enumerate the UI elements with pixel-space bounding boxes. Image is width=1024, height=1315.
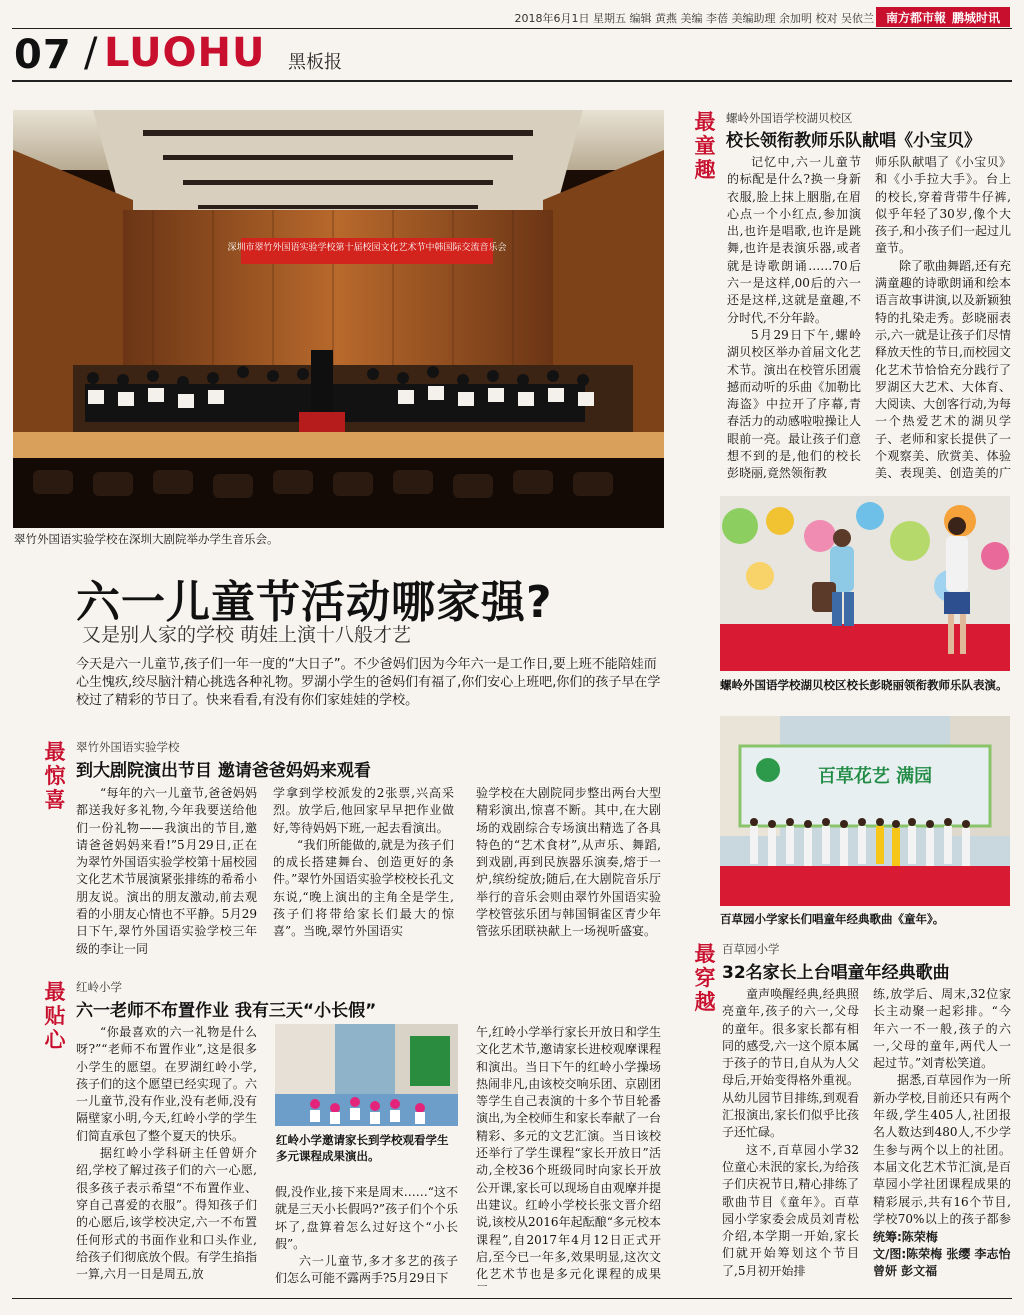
paragraph: 5月29日下午,螺岭湖贝校区举办首届文化艺术节。演出在校管乐团震撼而动听的乐曲《加勒比海盗》中拉开了序幕,青春活力的动感啦啦操让人眼前一亮。最让孩子们意想不到的是,他们的校长彭晓丽,竟然领衔教 — [727, 327, 861, 480]
page-slash: / — [84, 30, 98, 76]
tag-char: 惊 — [44, 764, 66, 788]
section-name: 黑板报 — [288, 52, 342, 73]
paragraph: “你最喜欢的六一礼物是什么呀?”“老师不布置作业”,这是很多小学生的愿望。在罗湖红岭小学,孩子们的这个愿望已经实现了。六一儿童节,没有作业,没有老师,没有隔壁家小明,今天,红岭小学的学生们简直承包了整个夏天的快乐。 — [76, 1025, 257, 1143]
hongling-caption: 红岭小学邀请家长到学校观看学生多元课程成果演出。 — [276, 1133, 449, 1163]
page-number: 07 — [14, 32, 72, 78]
cuizhu-col2 — [273, 785, 454, 955]
tag-caring — [42, 980, 68, 1052]
cuizhu-title: 到大剧院演出节目 邀请爸爸妈妈来观看 — [76, 761, 371, 781]
tag-char: 喜 — [44, 788, 66, 812]
luoling-col1 — [727, 154, 861, 480]
concert-caption: 翠竹外国语实验学校在深圳大剧院举办学生音乐会。 — [14, 532, 279, 546]
tag-fun — [692, 110, 718, 182]
paragraph: 六一儿童节,多才多艺的孩子们怎么可能不露两手?5月29日下 — [275, 1254, 458, 1286]
baicaoyuan-title: 32名家长上台唱童年经典歌曲 — [722, 963, 950, 983]
hongling-photo — [275, 1024, 458, 1126]
luoling-school: 螺岭外国语学校湖贝校区 — [726, 111, 853, 125]
hongling-school: 红岭小学 — [76, 980, 122, 994]
hongling-col3 — [476, 1024, 661, 1286]
partner-name: 鹏城时讯 — [952, 10, 1001, 25]
luoling-title: 校长领衔教师乐队献唱《小宝贝》 — [726, 131, 981, 151]
paragraph: “每年的六一儿童节,爸爸妈妈都送我好多礼物,今年我要送给他们一份礼物——我演出的节目,邀请爸爸妈妈来看!”5月29日,正在为翠竹外国语实验学校第十届校园文化艺术节展演紧张排练的希希小朋友说。演出的朋友激动,前去观看的小朋友心情也不平静。5月29日下午,翠竹外国语实验学校三年级的李让一同 — [76, 786, 257, 955]
paragraph: “我们所能做的,就是为孩子们的成长搭建舞台、创造更好的条件。”翠竹外国语实验学校校长孔文东说,“晚上演出的主角全是学生,孩子们将带给家长们最大的惊喜”。当晚,翠竹外国语实 — [273, 837, 454, 939]
stage-photo — [720, 716, 1010, 906]
luoling-col2 — [875, 154, 1011, 480]
paragraph: 师乐队献唱了《小宝贝》和《小手拉大手》。台上的校长,穿着背带牛仔裤,似乎年轻了30岁,像个大孩子,和小孩子们一起过儿童节。 — [875, 155, 1011, 256]
region-name: LUOHU — [104, 30, 266, 76]
tag-char: 童 — [694, 134, 716, 158]
tag-char: 越 — [694, 990, 716, 1014]
bottom-rule — [12, 1298, 1012, 1299]
teachers-caption: 螺岭外国语学校湖贝校区校长彭晓丽领衔教师乐队表演。 — [720, 678, 1008, 692]
paragraph: 这不,百草园小学32位童心未泯的家长,为给孩子们庆祝节日,精心排练了歌曲节目《童年》。百草园小学家委会成员刘青松介绍,本学期一开始,家长们就开始筹划这个节目了,5月初开始排 — [722, 1142, 859, 1278]
paragraph: 记忆中,六一儿童节的标配是什么?换一身新衣服,脸上抹上胭脂,在眉心点一个小红点,参加演出,也许是唱歌,也许是跳舞,也许是表演乐器,或者就是诗歌朗诵……70后六一是这样,00后的六一还是这样,这就是童趣,不分时代,不分年龄。 — [727, 155, 861, 325]
tag-nostalgia — [692, 942, 718, 1014]
credit-writers: 文/图:陈荣梅 张缨 李志怡 曾妍 彭文福 — [873, 1247, 1011, 1278]
cuizhu-school: 翠竹外国语实验学校 — [76, 740, 180, 754]
stage-caption: 百草园小学家长们唱童年经典歌曲《童年》。 — [720, 912, 945, 926]
hongling-title: 六一老师不布置作业 我有三天“小长假” — [76, 1001, 377, 1021]
hongling-col2 — [275, 1184, 458, 1286]
cuizhu-col1 — [76, 785, 257, 955]
paragraph: 童声唤醒经典,经典照亮童年,孩子的六一,父母的童年。很多家长都有相同的感受,六一这个原本属于孩子的节日,自从为人父母后,开始变得格外重视。从幼儿园节目排练,到观看汇报演出,家长们似乎比孩子还忙碌。 — [722, 987, 859, 1140]
newspaper-logo — [876, 7, 1010, 27]
concert-banner-text: 深圳市翠竹外国语实验学校第十届校园文化艺术节中韩国际交流音乐会 — [227, 243, 507, 253]
tag-char: 贴 — [44, 1004, 66, 1028]
main-headline: 六一儿童节活动哪家强? — [76, 577, 553, 628]
baicaoyuan-school: 百草园小学 — [722, 942, 780, 956]
tag-surprise — [42, 740, 68, 812]
paragraph: 据红岭小学科研主任曾妍介绍,学校了解过孩子们的六一心愿,很多孩子表示希望“不布置作业、穿自己喜爱的衣服”。得知孩子们的心愿后,该学校决定,六一不布置任何形式的书面作业和口头作业,给孩子们彻底放个假。有学生掐指一算,六月一日是周五,放 — [76, 1146, 257, 1282]
tag-char: 最 — [44, 740, 66, 764]
tag-char: 穿 — [694, 966, 716, 990]
hongling-col1 — [76, 1024, 257, 1286]
cuizhu-col3 — [476, 785, 661, 955]
paragraph: 假,没作业,接下来是周末……“这不就是三天小长假吗?”孩子们个个乐坏了,盘算着怎么过好这个“小长假”。 — [275, 1185, 458, 1251]
header-rule — [12, 80, 1012, 82]
baicaoyuan-col2 — [873, 986, 1011, 1226]
concert-photo — [13, 110, 664, 528]
stage-illustration — [720, 716, 1010, 906]
paragraph: 午,红岭小学举行家长开放日和学生文化艺术节,邀请家长进校观摩课程和演出。当日下午的红岭小学操场热闹非凡,由该校交响乐团、京剧团等学生自己表演的十多个节目轮番演出,为全校师生和家长奉献了一台精彩、多元的文艺汇演。当日该校还举行了学生课程“家长开放日”活动,全校36个班级同时向家长开放公开课,家长可以现场自由观摩并提出建议。红岭小学校长张文晋介绍说,该校从2016年起酝酿“多元校本课程”,自2017年4月12日正式开启,至今已一年多,效果明显,这次文化艺术节也是多元化课程的成果 — [476, 1025, 661, 1282]
main-lead: 今天是六一儿童节,孩子们一年一度的“大日子”。不少爸妈们因为今年六一是工作日,要上班不能陪娃而心生愧疚,绞尽脑汁精心挑选各种礼物。罗湖小学生的爸妈们有福了,你们安心上班吧,你们的孩子早在学校过了精彩的节日了。快来看看,有没有你们家娃娃的学校。 — [76, 657, 661, 708]
hongling-illustration — [275, 1024, 458, 1126]
tag-char: 最 — [694, 110, 716, 134]
stage-banner-text: 百草花艺 满园 — [817, 766, 933, 787]
paper-name: 南方都市報 — [885, 10, 946, 25]
teachers-illustration — [720, 496, 1010, 671]
paragraph: 练,放学后、周末,32位家长主动聚一起彩排。“今年六一不一般,孩子的六一,父母的童年,两代人一起过节。”刘青松笑道。 — [873, 987, 1011, 1071]
baicaoyuan-col1 — [722, 986, 859, 1286]
top-rule — [12, 28, 1012, 29]
main-subhead: 又是别人家的学校 萌娃上演十八般才艺 — [82, 624, 412, 646]
paragraph: 验学校在大剧院同步整出两台大型精彩演出,惊喜不断。其中,在大剧场的戏剧综合专场演出精选了各具特色的“艺术食材”,从声乐、舞蹈,到戏剧,再到民族器乐演奏,熔于一炉,缤纷绽放;随后,在大剧院音乐厅举行的音乐会则由翠竹外国语实验学校管弦乐团与韩国铜雀区青少年管弦乐团联袂献上一场视听盛宴。 — [476, 786, 661, 939]
paragraph: 除了歌曲舞蹈,还有充满童趣的诗歌朗诵和绘本语言故事讲演,以及新颖独特的扎染走秀。彭晓丽表示,六一就是让孩子们尽情释放天性的节日,而校园文化艺术节恰恰充分践行了罗湖区大艺术、大体育、大阅读、大创客行动,为每一个热爱艺术的湖贝学子、老师和家长提供了一个观察美、欣赏美、体验美、表现美、创造美的广 — [875, 258, 1011, 480]
concert-illustration — [13, 110, 664, 528]
paragraph: 据悉,百草园作为一所新办学校,目前还只有两个年级,学生405人,社团报名人数达到480人,不少学生参与两个以上的社团。本届文化艺术节汇演,是百草园小学社团课程成果的精彩展示,共有16个节目,学校70%以上的孩子都参 — [873, 1073, 1011, 1226]
teachers-photo — [720, 496, 1010, 671]
paragraph: 学拿到学校派发的2张票,兴高采烈。放学后,他回家早早把作业做好,等待妈妈下班,一起去看演出。 — [273, 786, 454, 835]
tag-char: 最 — [44, 980, 66, 1004]
tag-char: 心 — [44, 1028, 66, 1052]
credit-editor: 统筹:陈荣梅 — [873, 1230, 938, 1244]
tag-char: 趣 — [694, 158, 716, 182]
masthead-meta: 2018年6月1日 星期五 编辑 黄燕 美编 李蓓 美编助理 余加明 校对 吴依兰 — [514, 12, 874, 25]
tag-char: 最 — [694, 942, 716, 966]
